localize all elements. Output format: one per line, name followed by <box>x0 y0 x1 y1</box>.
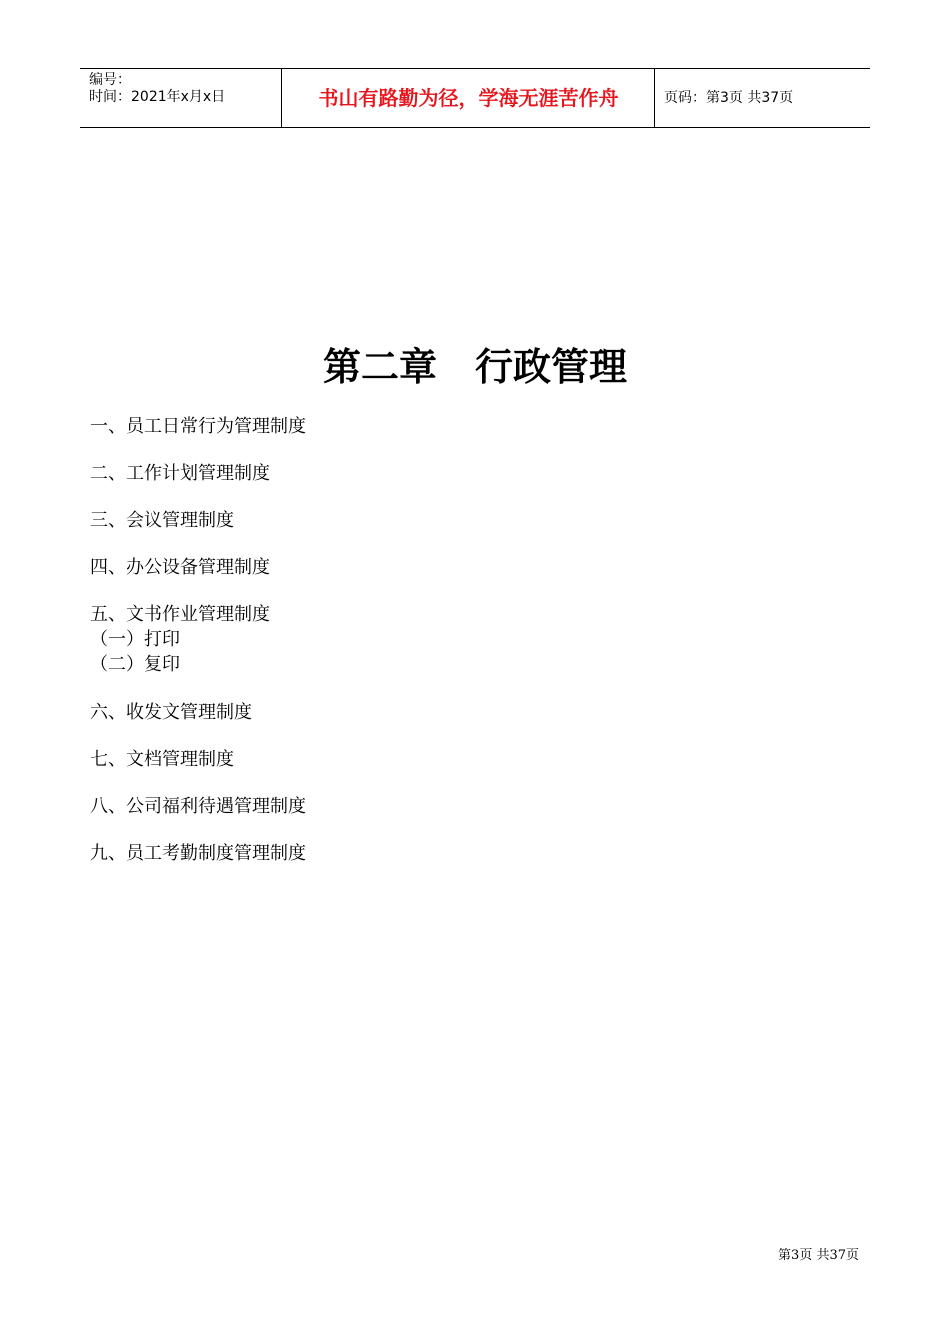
toc-subitem: （一）打印 <box>90 629 180 650</box>
chapter-title: 第二章 行政管理 <box>322 345 627 389</box>
toc-item: 七、文档管理制度 <box>90 749 234 770</box>
toc-item: 九、员工考勤制度管理制度 <box>90 843 306 864</box>
toc-item: 八、公司福利待遇管理制度 <box>90 796 306 817</box>
header-right-cell <box>655 69 870 128</box>
toc-item: 一、员工日常行为管理制度 <box>90 416 306 437</box>
document-time-label: 时间：2021年x月x日 <box>89 89 226 105</box>
page-footer-number: 第3页 共37页 <box>778 1248 859 1263</box>
page-header <box>80 68 870 128</box>
toc-item: 三、会议管理制度 <box>90 510 234 531</box>
toc-subitem: （二）复印 <box>90 654 180 675</box>
toc-item: 四、办公设备管理制度 <box>90 557 270 578</box>
header-motto: 书山有路勤为径，学海无涯苦作舟 <box>318 86 619 110</box>
header-page-info: 页码：第3页 共37页 <box>664 90 794 106</box>
toc-item: 六、收发文管理制度 <box>90 702 252 723</box>
document-number-label: 编号： <box>89 72 131 88</box>
toc-item: 二、工作计划管理制度 <box>90 463 270 484</box>
toc-item: 五、文书作业管理制度 <box>90 604 270 625</box>
header-middle-cell <box>282 69 655 128</box>
header-left-cell <box>80 69 282 128</box>
